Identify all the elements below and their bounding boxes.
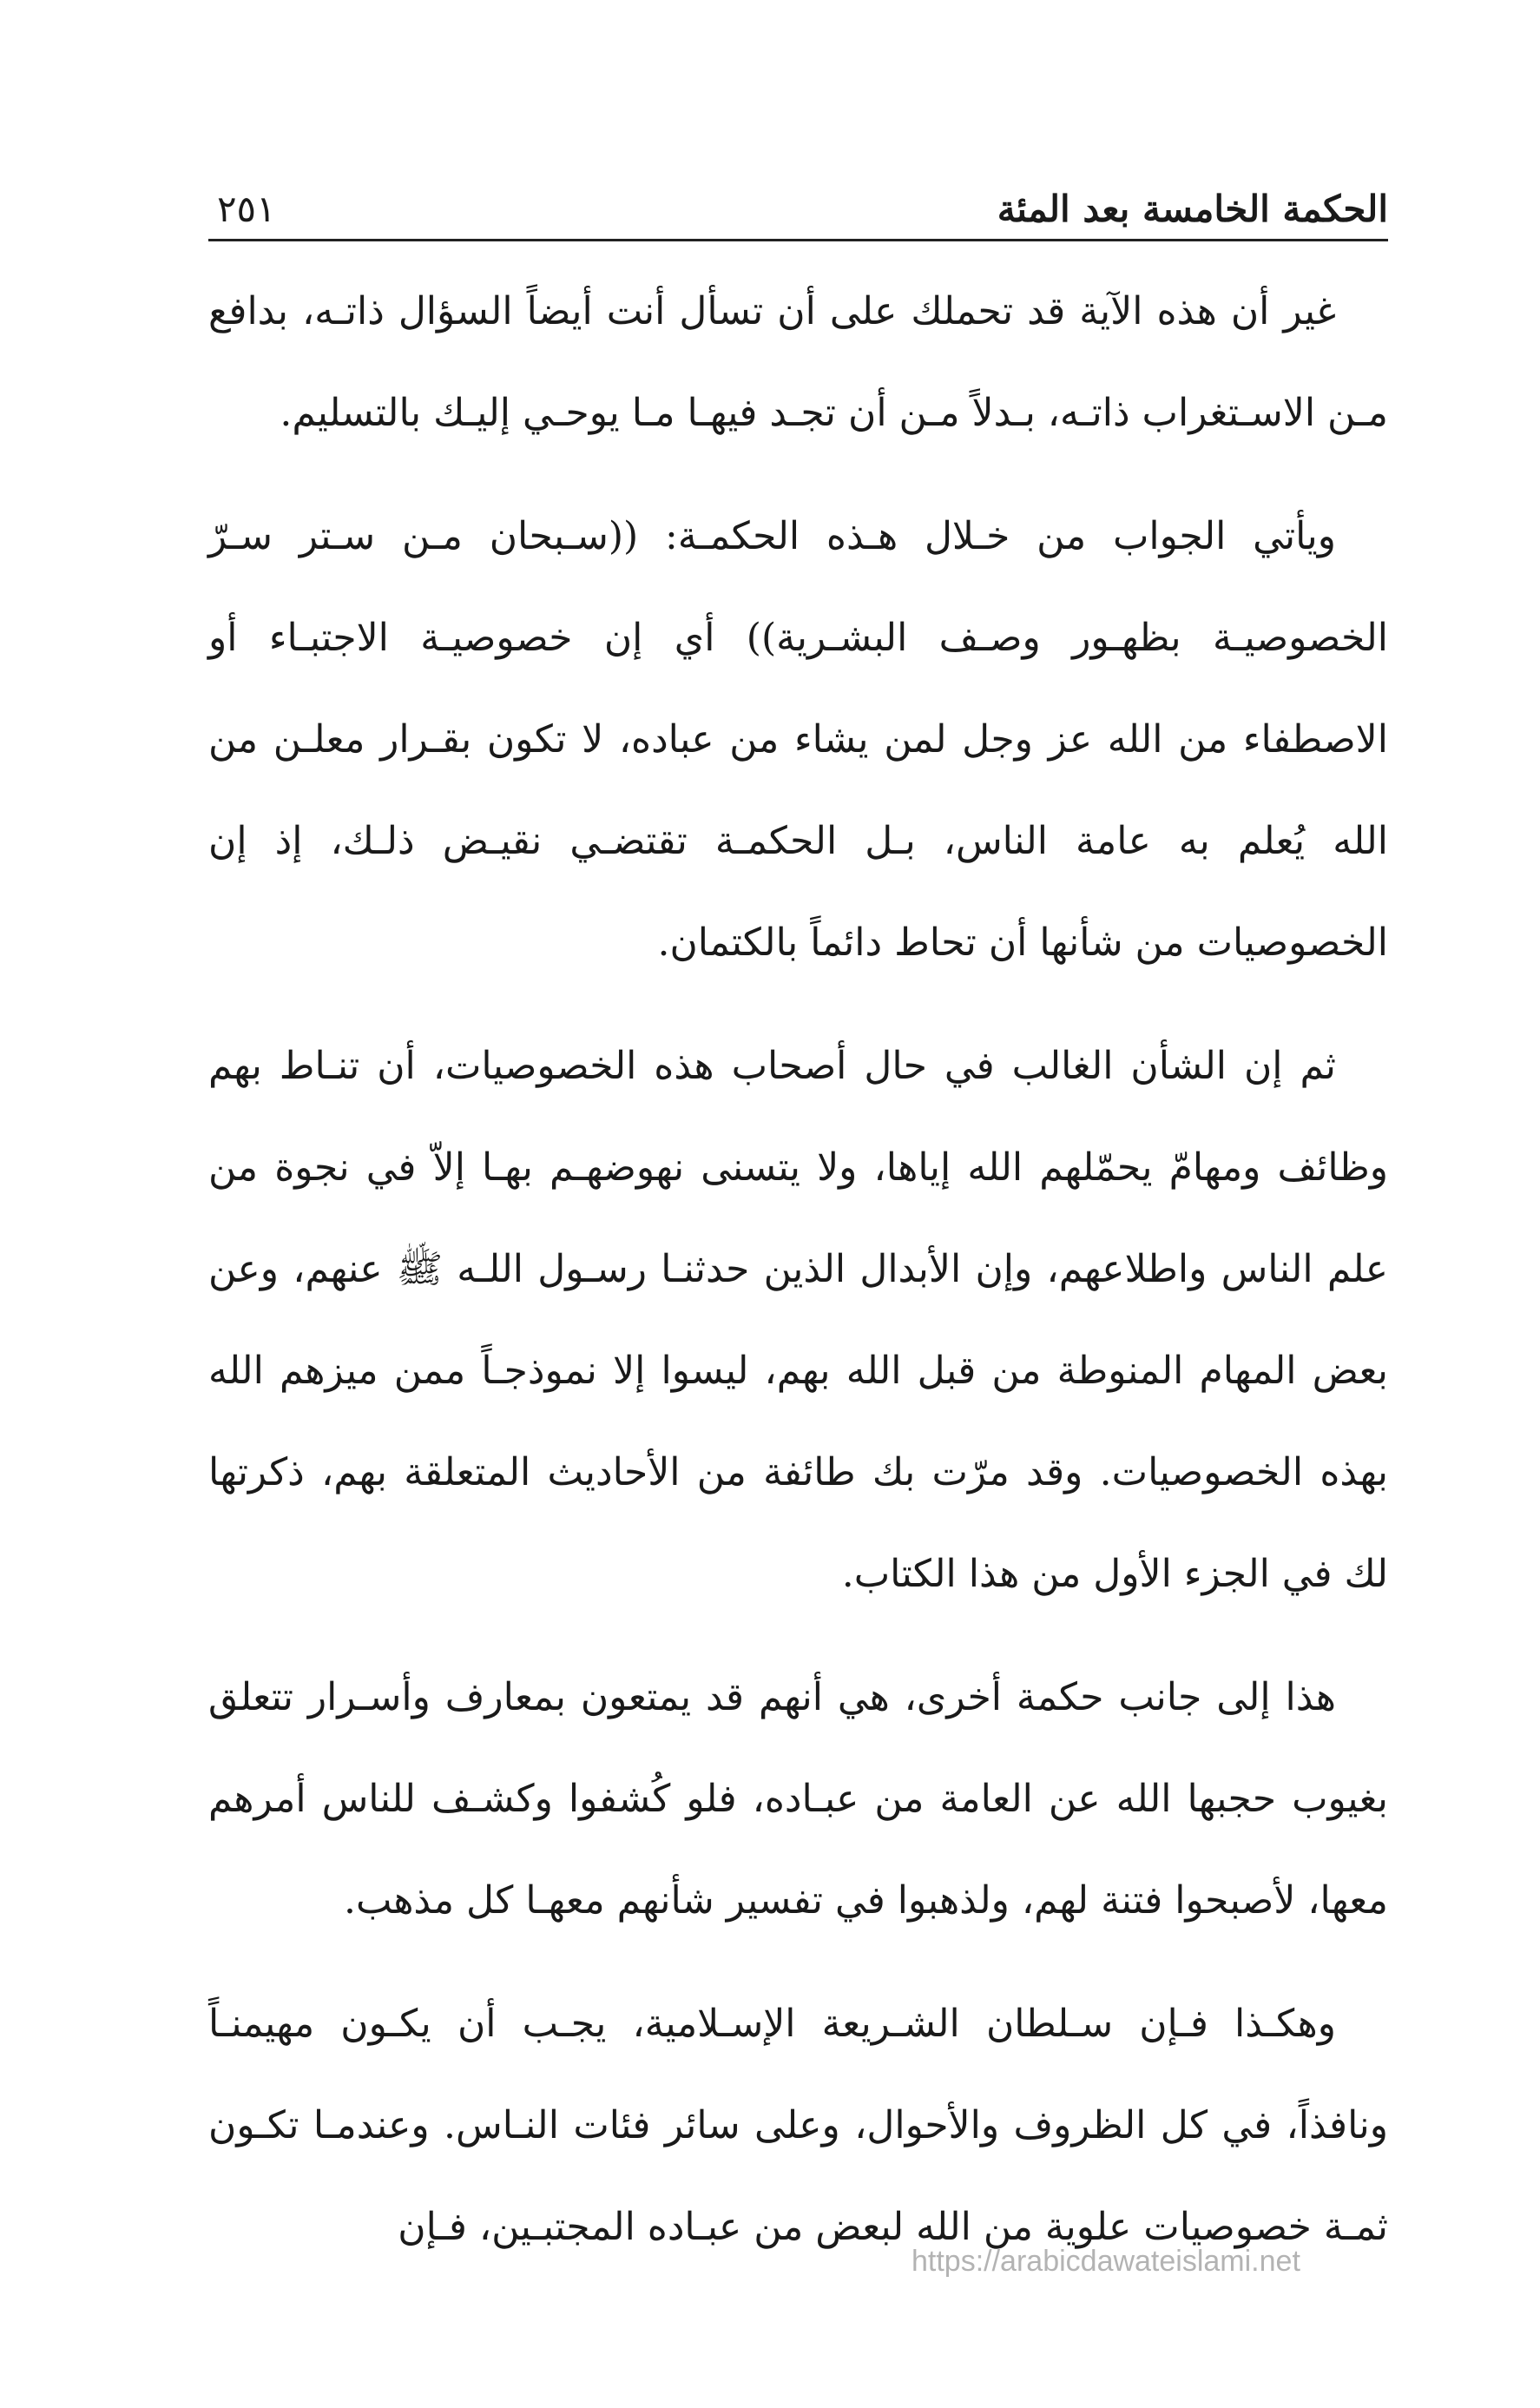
watermark-url: https://arabicdawateislami.net (911, 2245, 1300, 2278)
paragraph: ويأتي الجواب من خـلال هـذه الحكمـة: ((سـبحان مـن سـتر سـرّ الخصوصيـة بظهـور وصـف البشـرية)) أي إن خصوصيـة الاجتبـاء أو الاصطفاء من الله عز وجل لمن يشاء من عباده، لا تكون بقـرار معلـن من الله يُعلم به عامة الناس، بـل الحكمـة تقتضـي نقيـض ذلـك، إذ إن الخصوصيات من شأنها أن تحاط دائماً بالكتمان. (208, 514, 1388, 965)
paragraph: ثم إن الشأن الغالب في حال أصحاب هذه الخصوصيات، أن تنـاط بهم وظائف ومهامّ يحمّلهم الله إياها، ولا يتسنى نهوضهـم بهـا إلاّ في نجوة من علم الناس واطلاعهم، وإن الأبدال الذين حدثنـا رسـول اللـه ﷺ عنهم، وعن بعض المهام المنوطة من قبل الله بهم، ليسوا إلا نموذجـاً ممن ميزهم الله بهذه الخصوصيات. وقد مرّت بك طائفة من الأحاديث المتعلقة بهم، ذكرتها لك في الجزء الأول من هذا الكتاب. (208, 1044, 1388, 1596)
chapter-title: الحكمة الخامسة بعد المئة (997, 188, 1388, 230)
page-number: ٢٥١ (217, 188, 276, 230)
running-header (208, 178, 1388, 241)
paragraph: وهكـذا فـإن سـلطان الشـريعة الإسـلامية، يجـب أن يكـون مهيمنـاً ونافذاً، في كل الظروف والأحوال، وعلى سائر فئات النـاس. وعندمـا تكـون ثمـة خصوصيات علوية من الله لبعض من عبـاده المجتبـين، فـإن (208, 2002, 1388, 2249)
paragraph: غير أن هذه الآية قد تحملك على أن تسأل أنت أيضاً السؤال ذاتـه، بدافع مـن الاسـتغراب ذاتـه، بـدلاً مـن أن تجـد فيهـا مـا يوحـي إليـك بالتسليم. (208, 289, 1388, 435)
paragraph: هذا إلى جانب حكمة أخرى، هي أنهم قد يمتعون بمعارف وأسـرار تتعلق بغيوب حجبها الله عن العامة من عبـاده، فلو كُشفوا وكشـف للناس أمرهم معها، لأصبحوا فتنة لهم، ولذهبوا في تفسير شأنهم معهـا كل مذهب. (208, 1675, 1388, 1923)
body-text (208, 261, 1388, 2299)
